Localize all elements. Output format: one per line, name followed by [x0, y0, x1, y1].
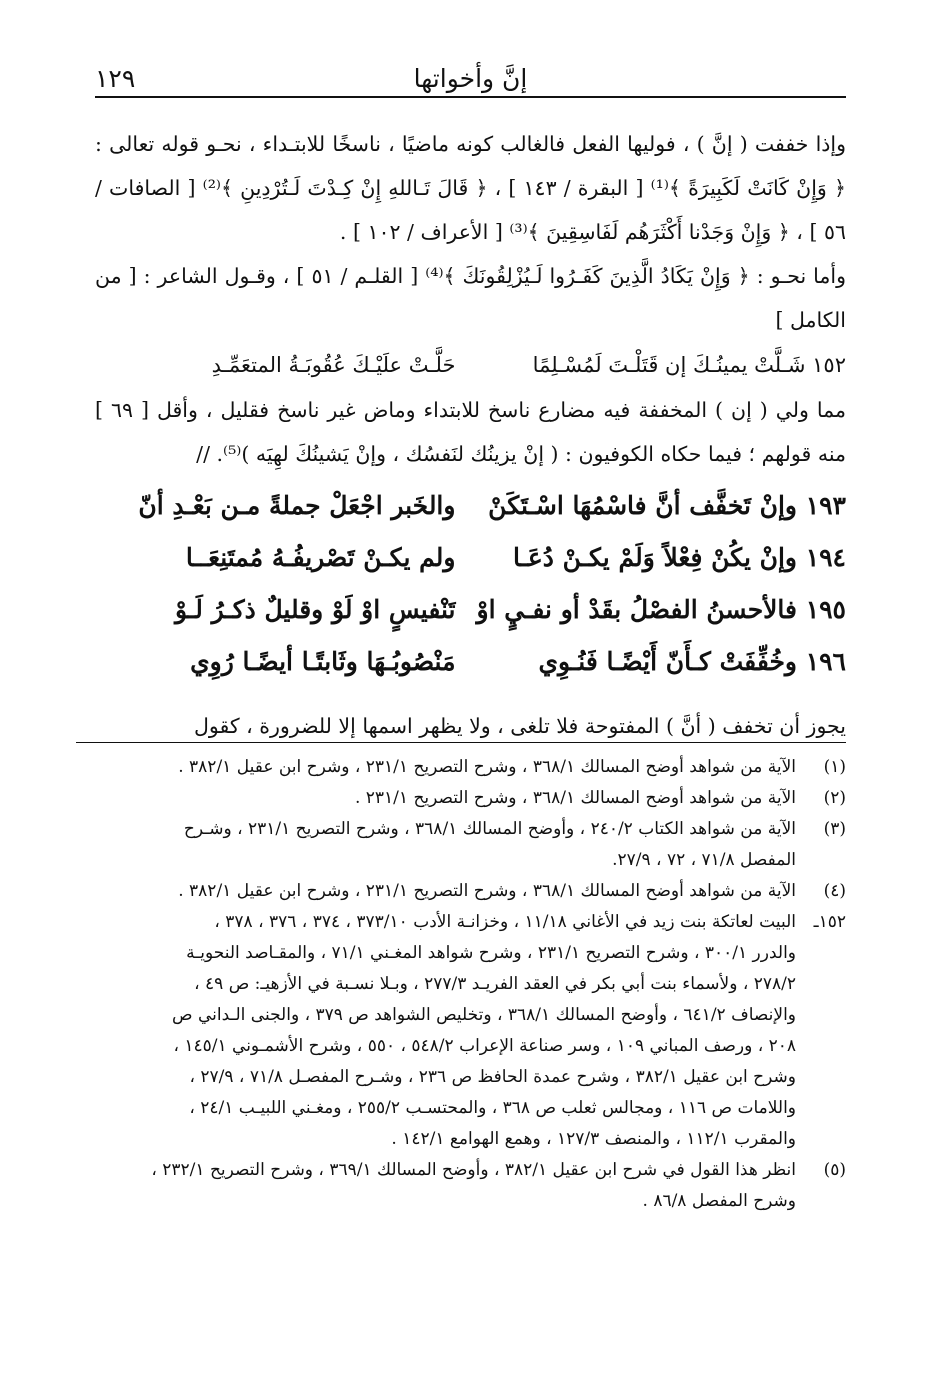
footnote: [95, 1155, 846, 1217]
footnote-rule: [76, 742, 846, 743]
running-title: إنَّ وأخواتها: [413, 64, 528, 93]
header-rule: [95, 96, 846, 98]
poem-line: [95, 532, 846, 584]
footnotes: [95, 752, 846, 1217]
poem-line-first-hemistich: ١٩٣ وإنْ تَخفَّف أنَّ فاسْمُهَا اسْـتَكَنْ: [488, 491, 846, 520]
poem-line-first-hemistich: ١٩٤ وإنْ يكُنْ فِعْلاً وَلَمْ يكـنْ دُعَـا: [512, 543, 846, 572]
poem-line-first-hemistich: ١٩٥ فالأحسنُ الفصْلُ بقَدْ أو نفـيٍ اوْ: [476, 595, 846, 624]
footnote: [95, 783, 846, 814]
footnote-line: والمقرب ١١٢/١ ، والمنصف ١٢٧/٣ ، وهمع الهوامع ١٤٢/١ .: [391, 1129, 796, 1149]
footnote-line: الآية من شواهد أوضح المسالك ٣٦٨/١ ، وشرح التصريح ٢٣١/١ .: [354, 788, 796, 808]
verse-152: [95, 342, 846, 388]
footnote-line: المفصل ٧١/٨ ، ٧٢ ، ٢٧/٩.: [612, 850, 796, 870]
poem-line-second-hemistich: ولم يكـنْ تَصْريفُـهُ مُمتَنِعَــا: [185, 543, 456, 572]
poem-line: [95, 480, 846, 532]
verse-152-first-hemistich: ١٥٢ شَـلَّتْ يمينُـكَ إن قَتَلْـتَ لَمُسْـلِمًا: [532, 353, 846, 377]
alfiyya-verses: [95, 480, 846, 688]
footnote-number: (١): [823, 757, 846, 777]
footnote-line: البيت لعاتكة بنت زيد في الأغاني ١١/١٨ ، وخزانـة الأدب ٣٧٣/١٠ ، ٣٧٤ ، ٣٧٦ ، ٣٧٨ ،: [214, 912, 796, 932]
footnote: [95, 814, 846, 876]
paragraph-2: وأما نحـو : ﴿ وَإِنْ يَكَادُ الَّذِينَ كَفَـرُوا لَـيُزْلِقُونَكَ ﴾⁽⁴⁾ [ القلـم / ٥١ ] ، وقـول الشاعر : [ من الكامل ]: [95, 264, 846, 332]
footnote-line: والدرر ٣٠٠/١ ، وشرح التصريح ٢٣١/١ ، وشرح شواهد المغـني ٧١/١ ، والمقـاصد النحويـة: [186, 943, 796, 963]
page-header: [95, 62, 846, 98]
poem-line: [95, 636, 846, 688]
verse-152-second-hemistich: حَلَّـتْ علَيْـكَ عُقُوبَـةُ المتعَمِّـدِ: [211, 353, 456, 377]
footnote: [95, 876, 846, 907]
footnote-number: ١٥٢ـ: [813, 912, 846, 932]
footnote-line: وشرح المفصل ٨٦/٨ .: [642, 1191, 796, 1211]
footnote-line: الآية من شواهد أوضح المسالك ٣٦٨/١ ، وشرح التصريح ٢٣١/١ ، وشرح ابن عقيل ٣٨٢/١ .: [178, 881, 796, 901]
paragraph-4: يجوز أن تخفف ( أنَّ ) المفتوحة فلا تلغى ، ولا يظهر اسمها إلا للضرورة ، كقول: [193, 714, 846, 738]
footnote-line: وشرح ابن عقيل ٣٨٢/١ ، وشرح عمدة الحافظ ص ٢٣٦ ، وشـرح المفصـل ٧١/٨ ، ٢٧/٩ ،: [189, 1067, 796, 1087]
paragraph-3: مما ولي ( إن ) المخففة فيه مضارع ناسخ للابتداء وماض غير ناسخ فقليل ، وأقل [ ٦٩ ] منه قولهم ؛ فيما حكاه الكوفيون : ( إنْ يزينُك لنَفسُك ، وإنْ يَشينُكَ لهِيَه )⁽⁵⁾. //: [95, 398, 846, 466]
footnote: [95, 752, 846, 783]
page-number: ١٢٩: [95, 64, 136, 93]
main-text: [95, 122, 846, 748]
footnote-line: انظر هذا القول في شرح ابن عقيل ٣٨٢/١ ، وأوضح المسالك ٣٦٩/١ ، وشرح التصريح ٢٣٢/١ ،: [151, 1160, 796, 1180]
footnote-line: ٢٧٨/٢ ، ولأسماء بنت أبي بكر في العقد الفريـد ٢٧٧/٣ ، وبـلا نسـبة في الأزهيـ: ص ٤٩ ،: [194, 974, 796, 994]
footnote-line: الآية من شواهد الكتاب ٢٤٠/٢ ، وأوضح المسالك ٣٦٨/١ ، وشرح التصريح ٢٣١/١ ، وشـرح: [183, 819, 796, 839]
footnote-number: (٤): [823, 881, 846, 901]
footnote-number: (٢): [823, 788, 846, 808]
footnote: [95, 907, 846, 1155]
poem-line-second-hemistich: تَنْفيسٍ اوْ لَوْ وقليلٌ ذكـرُ لَـوْ: [175, 595, 456, 624]
footnote-line: واللامات ص ١١٦ ، ومجالس ثعلب ص ٣٦٨ ، والمحتسـب ٢٥٥/٢ ، ومغـني اللبيـب ٢٤/١ ،: [189, 1098, 796, 1118]
footnote-line: والإنصاف ٦٤١/٢ ، وأوضح المسالك ٣٦٨/١ ، وتخليص الشواهد ص ٣٧٩ ، والجنى الـداني ص: [171, 1005, 796, 1025]
poem-line-second-hemistich: والخَبر اجْعَلْ جملةً مـن بَعْـدِ أنّ: [138, 491, 456, 520]
footnote-line: الآية من شواهد أوضح المسالك ٣٦٨/١ ، وشرح التصريح ٢٣١/١ ، وشرح ابن عقيل ٣٨٢/١ .: [178, 757, 796, 777]
footnote-line: ٢٠٨ ، ورصف المباني ١٠٩ ، وسر صناعة الإعراب ٥٤٨/٢ ، ٥٥٠ ، وشرح الأشمـوني ١٤٥/١ ،: [173, 1036, 796, 1056]
poem-line-second-hemistich: مَنْصُوبُـهَا وثَابتًـا أيضًـا رُوِي: [190, 647, 456, 676]
poem-line: [95, 584, 846, 636]
footnote-number: (٣): [823, 819, 846, 839]
poem-line-first-hemistich: ١٩٦ وخُفِّفَتْ كـأَنّ أَيْضًـا فَنُـوِي: [538, 647, 846, 676]
footnote-number: (٥): [823, 1160, 846, 1180]
paragraph-1: وإذا خففت ( إنَّ ) ، فوليها الفعل فالغالب كونه ماضيًا ، ناسخًا للابتـداء ، نحـو قوله تعالى : ﴿ وَإِنْ كَانَتْ لَكَبِيرَةً ﴾⁽¹⁾ [ البقرة / ١٤٣ ] ، ﴿ قَالَ تَـاللهِ إِنْ كِـدْتَ لَـتُرْدِينِ ﴾⁽²⁾ [ الصافات / ٥٦ ] ، ﴿ وَإِنْ وَجَدْنا أَكْثَرَهُم لَفَاسِقِينَ ﴾⁽³⁾ [ الأعراف / ١٠٢ ] .: [95, 132, 846, 244]
